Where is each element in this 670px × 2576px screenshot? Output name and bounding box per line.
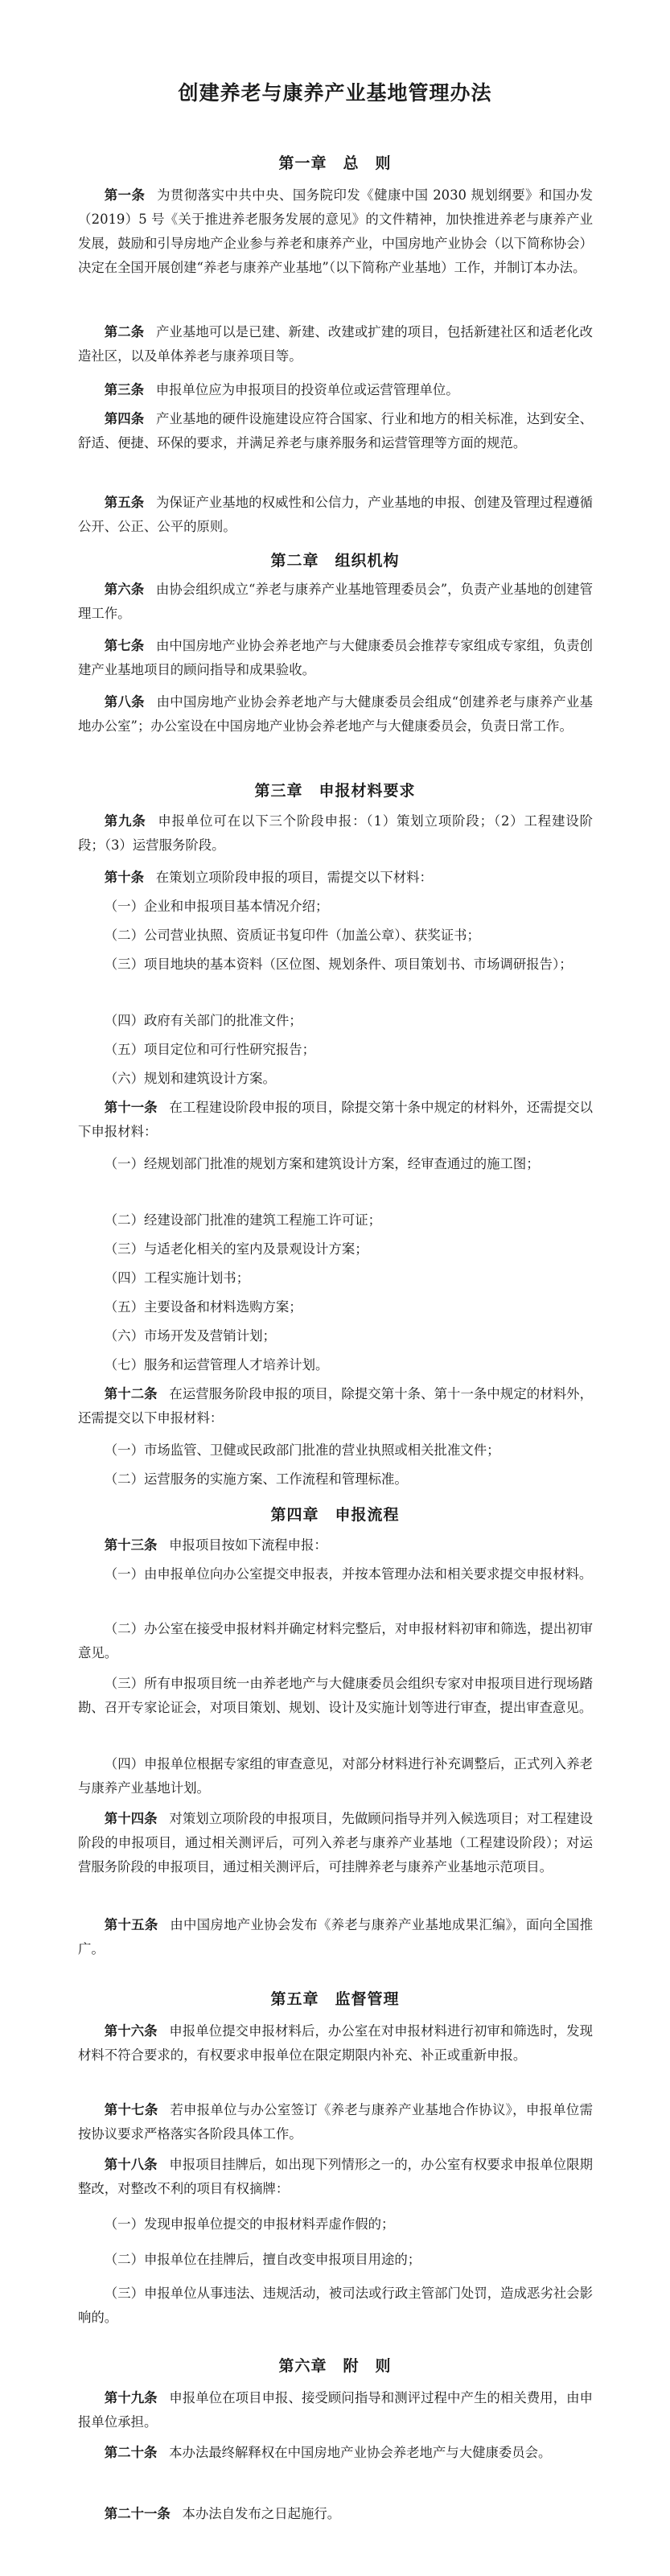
article-number: 第四条 xyxy=(104,411,145,426)
article-text: 在策划立项阶段申报的项目，需提交以下材料： xyxy=(155,870,433,885)
article-number: 第十条 xyxy=(104,870,144,885)
article-number: 第七条 xyxy=(104,638,145,653)
article-text: 本办法自发布之日起施行。 xyxy=(182,2506,341,2521)
article-10 xyxy=(78,866,593,890)
article-9 xyxy=(78,809,593,858)
article-number: 第十三条 xyxy=(104,1537,158,1553)
article-4 xyxy=(78,407,593,455)
article-text: 在运营服务阶段申报的项目，除提交第十条、第十一条中规定的材料外，还需提交以下申报材料： xyxy=(78,1386,594,1426)
article-14 xyxy=(78,1807,593,1879)
chapter-1-heading: 第一章 总 则 xyxy=(278,154,392,172)
article-6 xyxy=(78,578,593,626)
article-5 xyxy=(78,491,593,539)
article-number: 第十八条 xyxy=(104,2157,158,2172)
article-17 xyxy=(78,2098,593,2146)
chapter-2-heading: 第二章 组织机构 xyxy=(270,552,400,570)
article-11-item-5: （五）主要设备和材料选购方案； xyxy=(104,1299,302,1315)
article-10-item-4: （四）政府有关部门的批准文件； xyxy=(104,1013,302,1028)
article-number: 第十五条 xyxy=(104,1917,158,1932)
article-18-item-3: （三）申报单位从事违法、违规活动，被司法或行政主管部门处罚，造成恶劣社会影响的。 xyxy=(78,2286,593,2325)
article-number: 第八条 xyxy=(104,694,145,710)
article-18 xyxy=(78,2153,593,2201)
article-number: 第二十一条 xyxy=(104,2506,171,2521)
chapter-6-heading: 第六章 附 则 xyxy=(278,2357,392,2375)
article-19 xyxy=(78,2386,593,2434)
article-number: 第五条 xyxy=(104,495,145,510)
article-12 xyxy=(78,1382,593,1430)
article-text: 为保证产业基地的权威性和公信力，产业基地的申报、创建及管理过程遵循公开、公正、公平的原则。 xyxy=(78,495,594,534)
article-13-item-2: （二）办公室在接受申报材料并确定材料完整后，对申报材料初审和筛选，提出初审意见。 xyxy=(78,1621,593,1660)
article-2 xyxy=(78,320,593,368)
article-8 xyxy=(78,690,593,739)
article-text: 对策划立项阶段的申报项目，先做顾问指导并列入候选项目；对工程建设阶段的申报项目，通过相关测评后，可列入养老与康养产业基地（工程建设阶段）；对运营服务阶段的申报项目，通过相关测评后，可挂牌养老与康养产业基地示范项目。 xyxy=(78,1811,594,1874)
article-text: 申报单位在项目申报、接受顾问指导和测评过程中产生的相关费用，由申报单位承担。 xyxy=(78,2390,594,2430)
article-13-item-4: （四）申报单位根据专家组的审查意见，对部分材料进行补充调整后，正式列入养老与康养产业基地计划。 xyxy=(78,1756,593,1796)
article-text: 申报项目挂牌后，如出现下列情形之一的，办公室有权要求申报单位限期整改，对整改不利的项目有权摘牌： xyxy=(78,2157,594,2196)
article-11-item-2: （二）经建设部门批准的建筑工程施工许可证； xyxy=(104,1212,381,1228)
article-11 xyxy=(78,1096,593,1144)
article-number: 第十九条 xyxy=(104,2390,158,2405)
article-number: 第十四条 xyxy=(104,1811,158,1826)
article-text: 为贯彻落实中共中央、国务院印发《健康中国 2030 规划纲要》和国办发（2019）5 号《关于推进养老服务发展的意见》的文件精神，加快推进养老与康养产业发展，鼓励和引导房地产企业参与养老和康养产业，中国房地产业协会（以下简称协会）决定在全国开展创建“养老与康养产业基地”（以下简称产业基地）工作，并制订本办法。 xyxy=(78,187,593,275)
article-text: 由中国房地产业协会养老地产与大健康委员会组成“创建养老与康养产业基地办公室”；办公室设在中国房地产业协会养老地产与大健康委员会，负责日常工作。 xyxy=(78,694,593,734)
article-20 xyxy=(78,2441,593,2465)
chapter-4-heading: 第四章 申报流程 xyxy=(270,1506,400,1524)
article-number: 第十一条 xyxy=(104,1100,158,1115)
article-text: 产业基地的硬件设施建设应符合国家、行业和地方的相关标准，达到安全、舒适、便捷、环保的要求，并满足养老与康养服务和运营管理等方面的规范。 xyxy=(78,411,594,451)
article-11-item-3: （三）与适老化相关的室内及景观设计方案； xyxy=(104,1241,368,1257)
article-text: 若申报单位与办公室签订《养老与康养产业基地合作协议》，申报单位需按协议要求严格落实各阶段具体工作。 xyxy=(78,2102,593,2142)
chapter-3-heading: 第三章 申报材料要求 xyxy=(254,782,416,800)
article-text: 由中国房地产业协会养老地产与大健康委员会推荐专家组成专家组，负责创建产业基地项目的顾问指导和成果验收。 xyxy=(78,638,594,677)
article-text: 申报单位应为申报项目的投资单位或运营管理单位。 xyxy=(155,382,459,397)
article-10-item-3: （三）项目地块的基本资料（区位图、规划条件、项目策划书、市场调研报告）； xyxy=(104,957,573,972)
article-18-item-1: （一）发现申报单位提交的申报材料弄虚作假的； xyxy=(104,2216,395,2232)
article-text: 在工程建设阶段申报的项目，除提交第十条中规定的材料外，还需提交以下申报材料： xyxy=(78,1100,594,1139)
article-text: 本办法最终解释权在中国房地产业协会养老地产与大健康委员会。 xyxy=(169,2445,552,2460)
article-11-item-7: （七）服务和运营管理人才培养计划。 xyxy=(104,1357,329,1372)
article-11-item-1: （一）经规划部门批准的规划方案和建筑设计方案，经审查通过的施工图； xyxy=(104,1156,540,1171)
article-number: 第二十条 xyxy=(104,2445,158,2460)
article-number: 第一条 xyxy=(104,187,146,203)
article-13 xyxy=(78,1533,593,1558)
article-text: 申报单位可在以下三个阶段申报：（1）策划立项阶段；（2）工程建设阶段；（3）运营服务阶段。 xyxy=(78,813,593,853)
article-10-item-6: （六）规划和建筑设计方案。 xyxy=(104,1071,276,1086)
article-15 xyxy=(78,1913,593,1961)
article-10-item-2: （二）公司营业执照、资质证书复印件（加盖公章）、获奖证书； xyxy=(104,928,480,943)
article-number: 第二条 xyxy=(104,324,145,339)
article-11-item-4: （四）工程实施计划书； xyxy=(104,1270,250,1286)
article-12-item-2: （二）运营服务的实施方案、工作流程和管理标准。 xyxy=(104,1471,408,1487)
article-7 xyxy=(78,634,593,682)
article-text: 由协会组织成立“养老与康养产业基地管理委员会”，负责产业基地的创建管理工作。 xyxy=(78,582,593,621)
article-text: 申报项目按如下流程申报： xyxy=(169,1537,327,1553)
article-21 xyxy=(78,2502,593,2526)
article-number: 第十六条 xyxy=(104,2023,158,2039)
article-11-item-6: （六）市场开发及营销计划； xyxy=(104,1328,276,1344)
article-text: 由中国房地产业协会发布《养老与康养产业基地成果汇编》，面向全国推广。 xyxy=(78,1917,593,1957)
article-number: 第十七条 xyxy=(104,2102,158,2117)
article-text: 申报单位提交申报材料后，办公室在对申报材料进行初审和筛选时，发现材料不符合要求的，有权要求申报单位在限定期限内补充、补正或重新申报。 xyxy=(78,2023,594,2063)
article-number: 第十二条 xyxy=(104,1386,158,1401)
document-title: 创建养老与康养产业基地管理办法 xyxy=(178,81,492,105)
article-text: 产业基地可以是已建、新建、改建或扩建的项目，包括新建社区和适老化改造社区，以及单体养老与康养项目等。 xyxy=(78,324,594,364)
article-1 xyxy=(78,183,593,280)
article-12-item-1: （一）市场监管、卫健或民政部门批准的营业执照或相关批准文件； xyxy=(104,1442,500,1458)
article-number: 第六条 xyxy=(104,582,145,597)
article-number: 第九条 xyxy=(104,813,146,829)
chapter-5-heading: 第五章 监督管理 xyxy=(270,1990,400,2008)
article-10-item-5: （五）项目定位和可行性研究报告； xyxy=(104,1042,316,1057)
article-3 xyxy=(78,378,593,402)
article-number: 第三条 xyxy=(104,382,144,397)
article-18-item-2: （二）申报单位在挂牌后，擅自改变申报项目用途的； xyxy=(104,2252,421,2267)
article-13-item-3: （三）所有申报项目统一由养老地产与大健康委员会组织专家对申报项目进行现场踏勘、召开专家论证会，对项目策划、规划、设计及实施计划等进行审查，提出审查意见。 xyxy=(78,1676,593,1715)
article-13-item-1: （一）由申报单位向办公室提交申报表，并按本管理办法和相关要求提交申报材料。 xyxy=(104,1566,593,1582)
article-10-item-1: （一）企业和申报项目基本情况介绍； xyxy=(104,899,329,914)
article-16 xyxy=(78,2019,593,2068)
